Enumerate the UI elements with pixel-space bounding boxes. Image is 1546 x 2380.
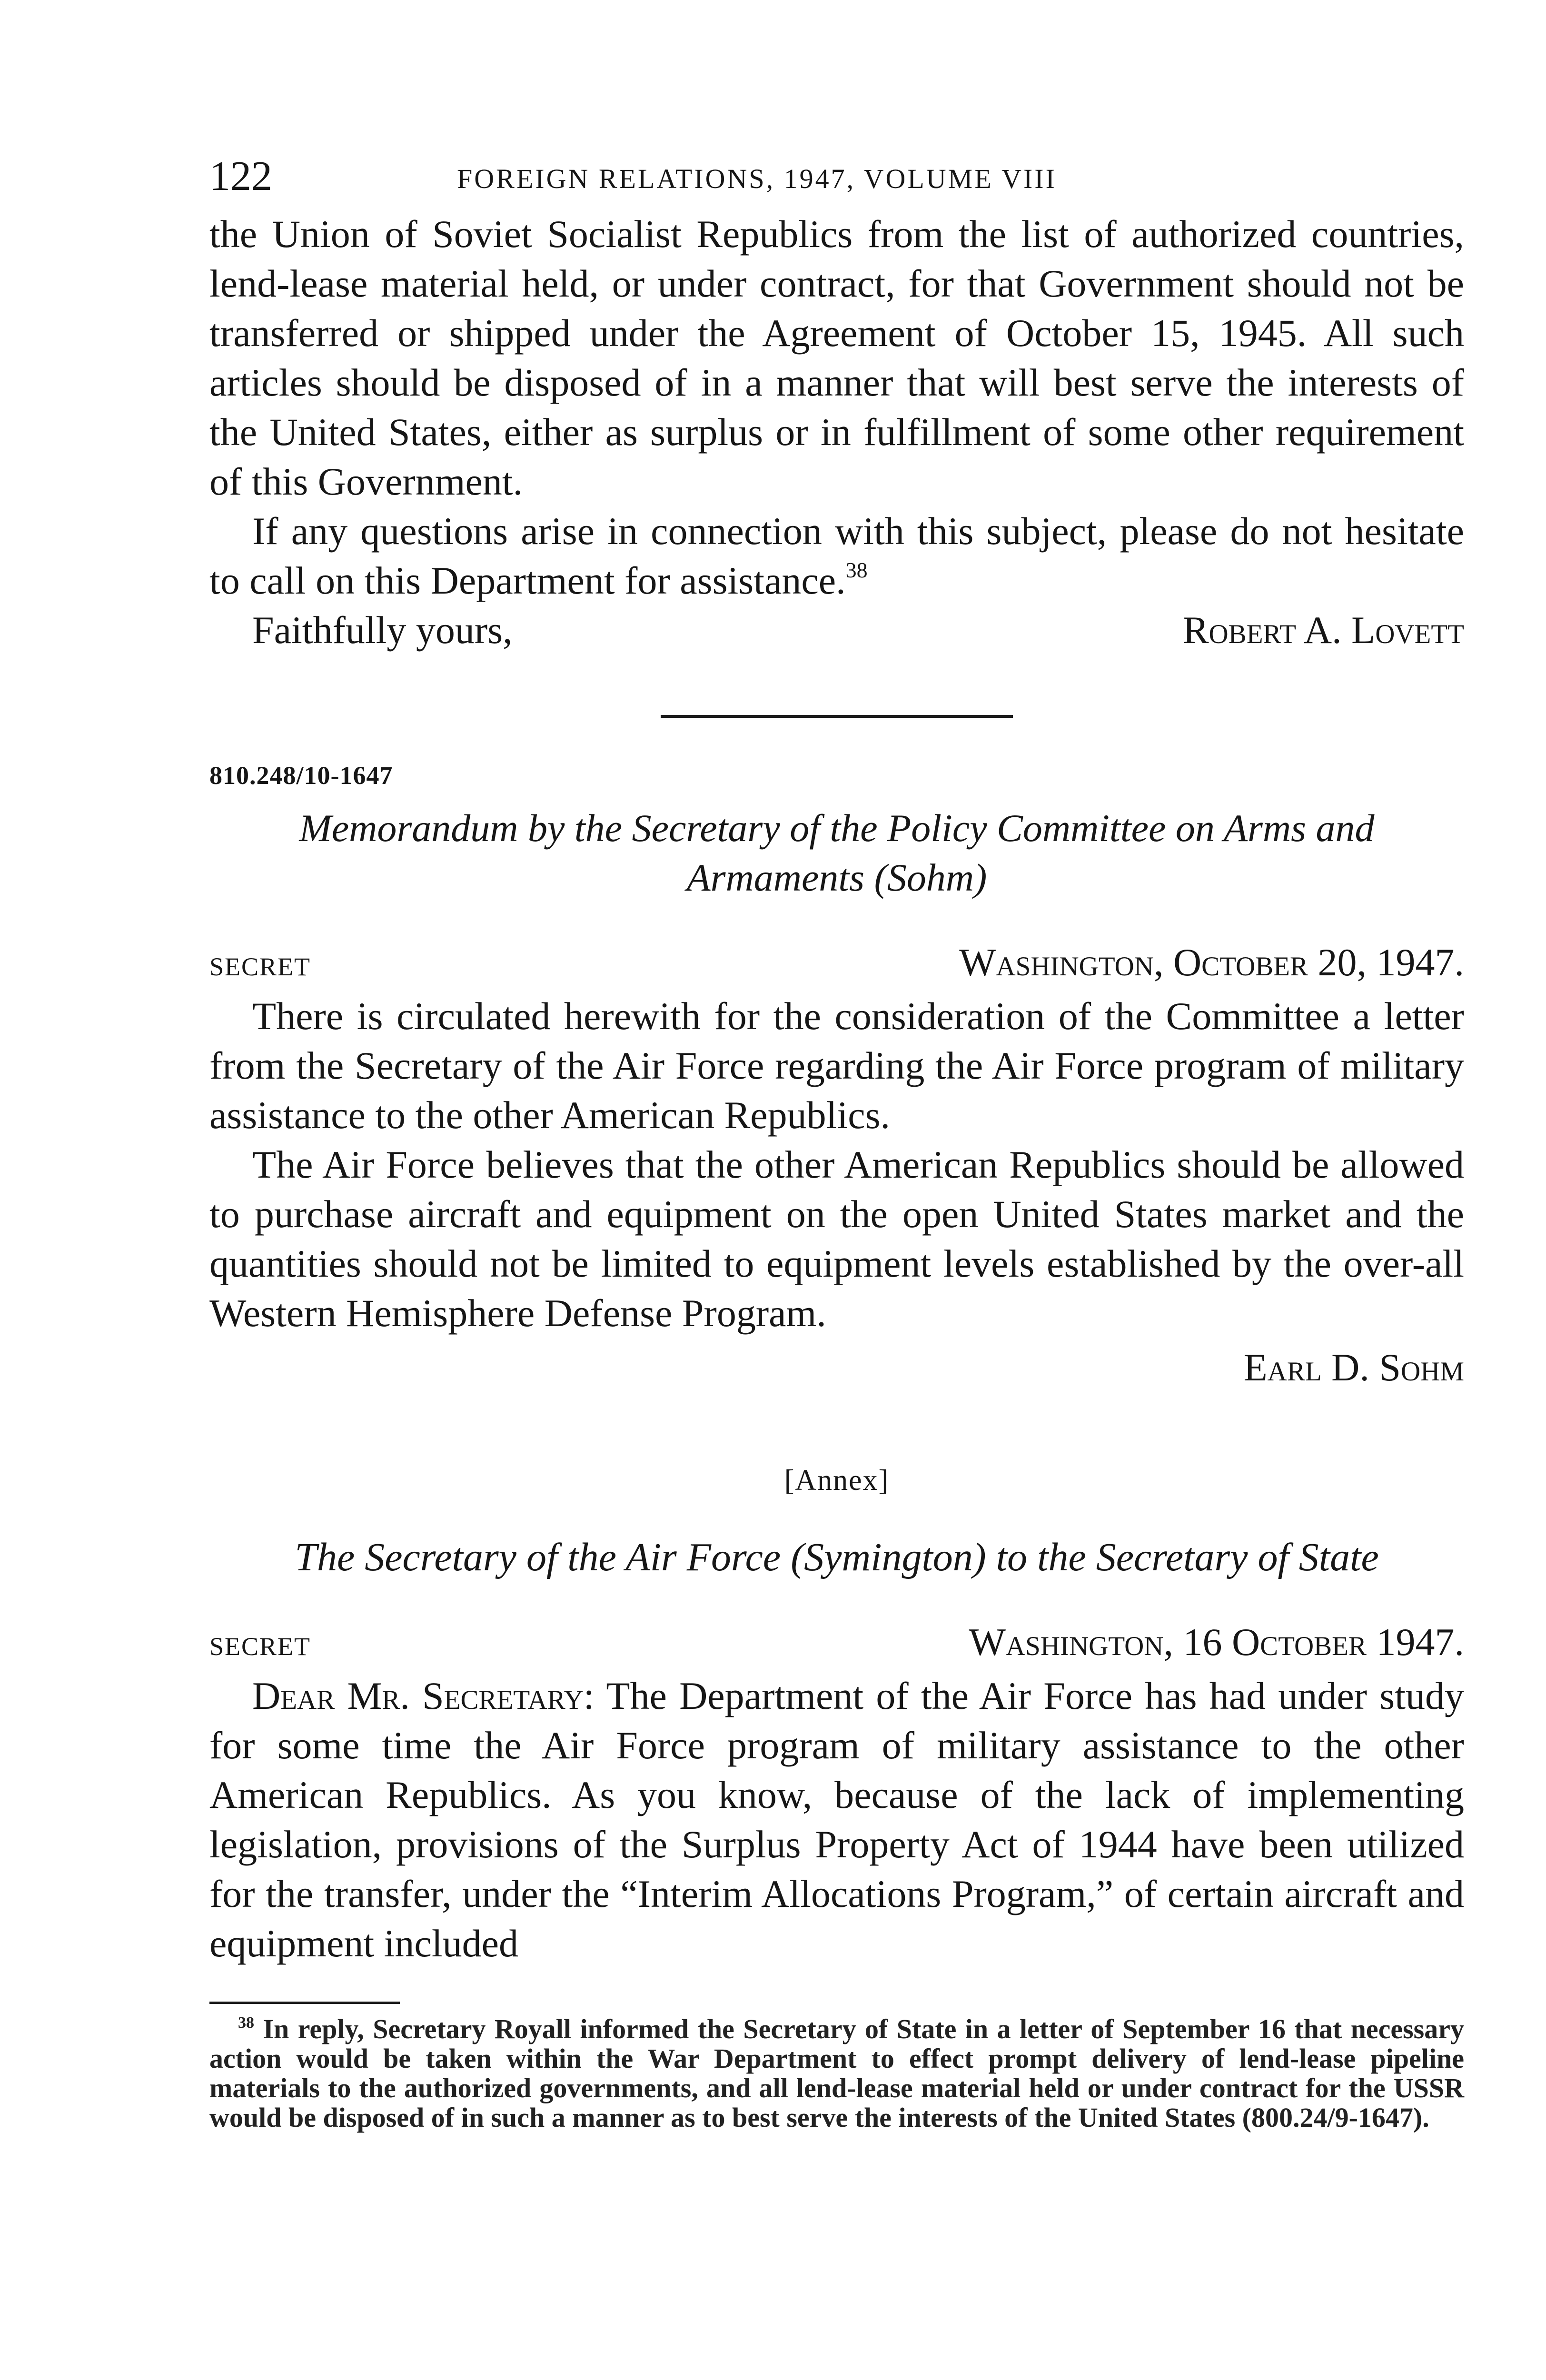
complimentary-close: Faithfully yours, — [252, 608, 513, 652]
letter-signature: Robert A. Lovett — [1182, 608, 1464, 652]
annex-paragraph-1 — [209, 1671, 1464, 1968]
footnote-text: In reply, Secretary Royall informed the Secretary of State in a letter of September 16 that necessary action would be taken within the War Department to effect prompt delivery of lend-lease pipeline materials to the authorized governments, and all lend-lease material held or under contract for the USSR would be disposed of in such a manner as to best serve the interests of the United States (800.24/9-1647). — [209, 2013, 1464, 2133]
document-page — [209, 133, 1464, 2132]
memorandum-dateline: Washington, October 20, 1947. — [959, 941, 1464, 984]
annex-title: The Secretary of the Air Force (Symington) to the Secretary of State — [295, 1535, 1379, 1579]
memorandum-title: Memorandum by the Secretary of the Policy Committee on Arms and Armaments (Sohm) — [299, 806, 1375, 899]
annex-label: [Annex] — [784, 1464, 890, 1497]
footnote-38 — [209, 2014, 1464, 2132]
letter-paragraph-2-text: If any questions arise in connection with this subject, please do not hesitate to call on this Department for assistance. — [209, 509, 1464, 602]
memorandum-paragraph-1: There is circulated herewith for the consideration of the Committee a letter from the Secretary of the Air Force regarding the Air Force program of military assistance to the other American Republics. — [209, 994, 1464, 1137]
section-divider — [661, 715, 1013, 718]
running-head-title: FOREIGN RELATIONS, 1947, VOLUME VIII — [457, 163, 1057, 194]
memorandum — [209, 761, 1464, 1392]
footnote-reference-38: 38 — [845, 558, 868, 582]
annex-paragraph-1-text: The Department of the Air Force has had under study for some time the Air Force program of military assistance to the other American Republics. As you know, because of the lack of implementing legislation, provisions of the Surplus Property Act of 1944 have been utilized for the transfer, under the “Interim Allocations Program,” of certain aircraft and equipment included — [209, 1674, 1464, 1965]
footnote-rule — [209, 2002, 400, 2004]
memorandum-dateline-row — [209, 938, 1464, 992]
annex-classification-label: SECRET — [209, 1632, 311, 1661]
memorandum-paragraph-2: The Air Force believes that the other American Republics should be allowed to purchase aircraft and equipment on the open United States market and the quantities should not be limited to equipment levels established by the over-all Western Hemisphere Defense Program. — [209, 1143, 1464, 1335]
memorandum-signature: Earl D. Sohm — [1243, 1346, 1464, 1389]
letter-paragraph-2 — [209, 506, 1464, 605]
annex-dateline: Washington, 16 October 1947. — [969, 1620, 1464, 1664]
annex-dateline-row — [209, 1617, 1464, 1671]
letter-paragraph-1: the Union of Soviet Socialist Republics from the list of authorized countries, lend-lease material held, or under contract, for that Government should not be transferred or shipped under the Agreement of October 15, 1945. All such articles should be disposed of in a manner that will best serve the interests of the United States, either as surplus or in fulfillment of some other requirement of this Government. — [209, 212, 1464, 503]
letter-continuation — [209, 209, 1464, 655]
running-head — [209, 133, 1464, 199]
file-reference: 810.248/10-1647 — [209, 761, 393, 790]
salutation: Dear Mr. Secretary: — [252, 1674, 595, 1717]
page-number: 122 — [209, 153, 272, 199]
footnote-number: 38 — [238, 2014, 254, 2032]
classification-label: SECRET — [209, 952, 311, 981]
letter-closing-line — [209, 605, 1464, 655]
annex — [209, 1464, 1464, 1968]
